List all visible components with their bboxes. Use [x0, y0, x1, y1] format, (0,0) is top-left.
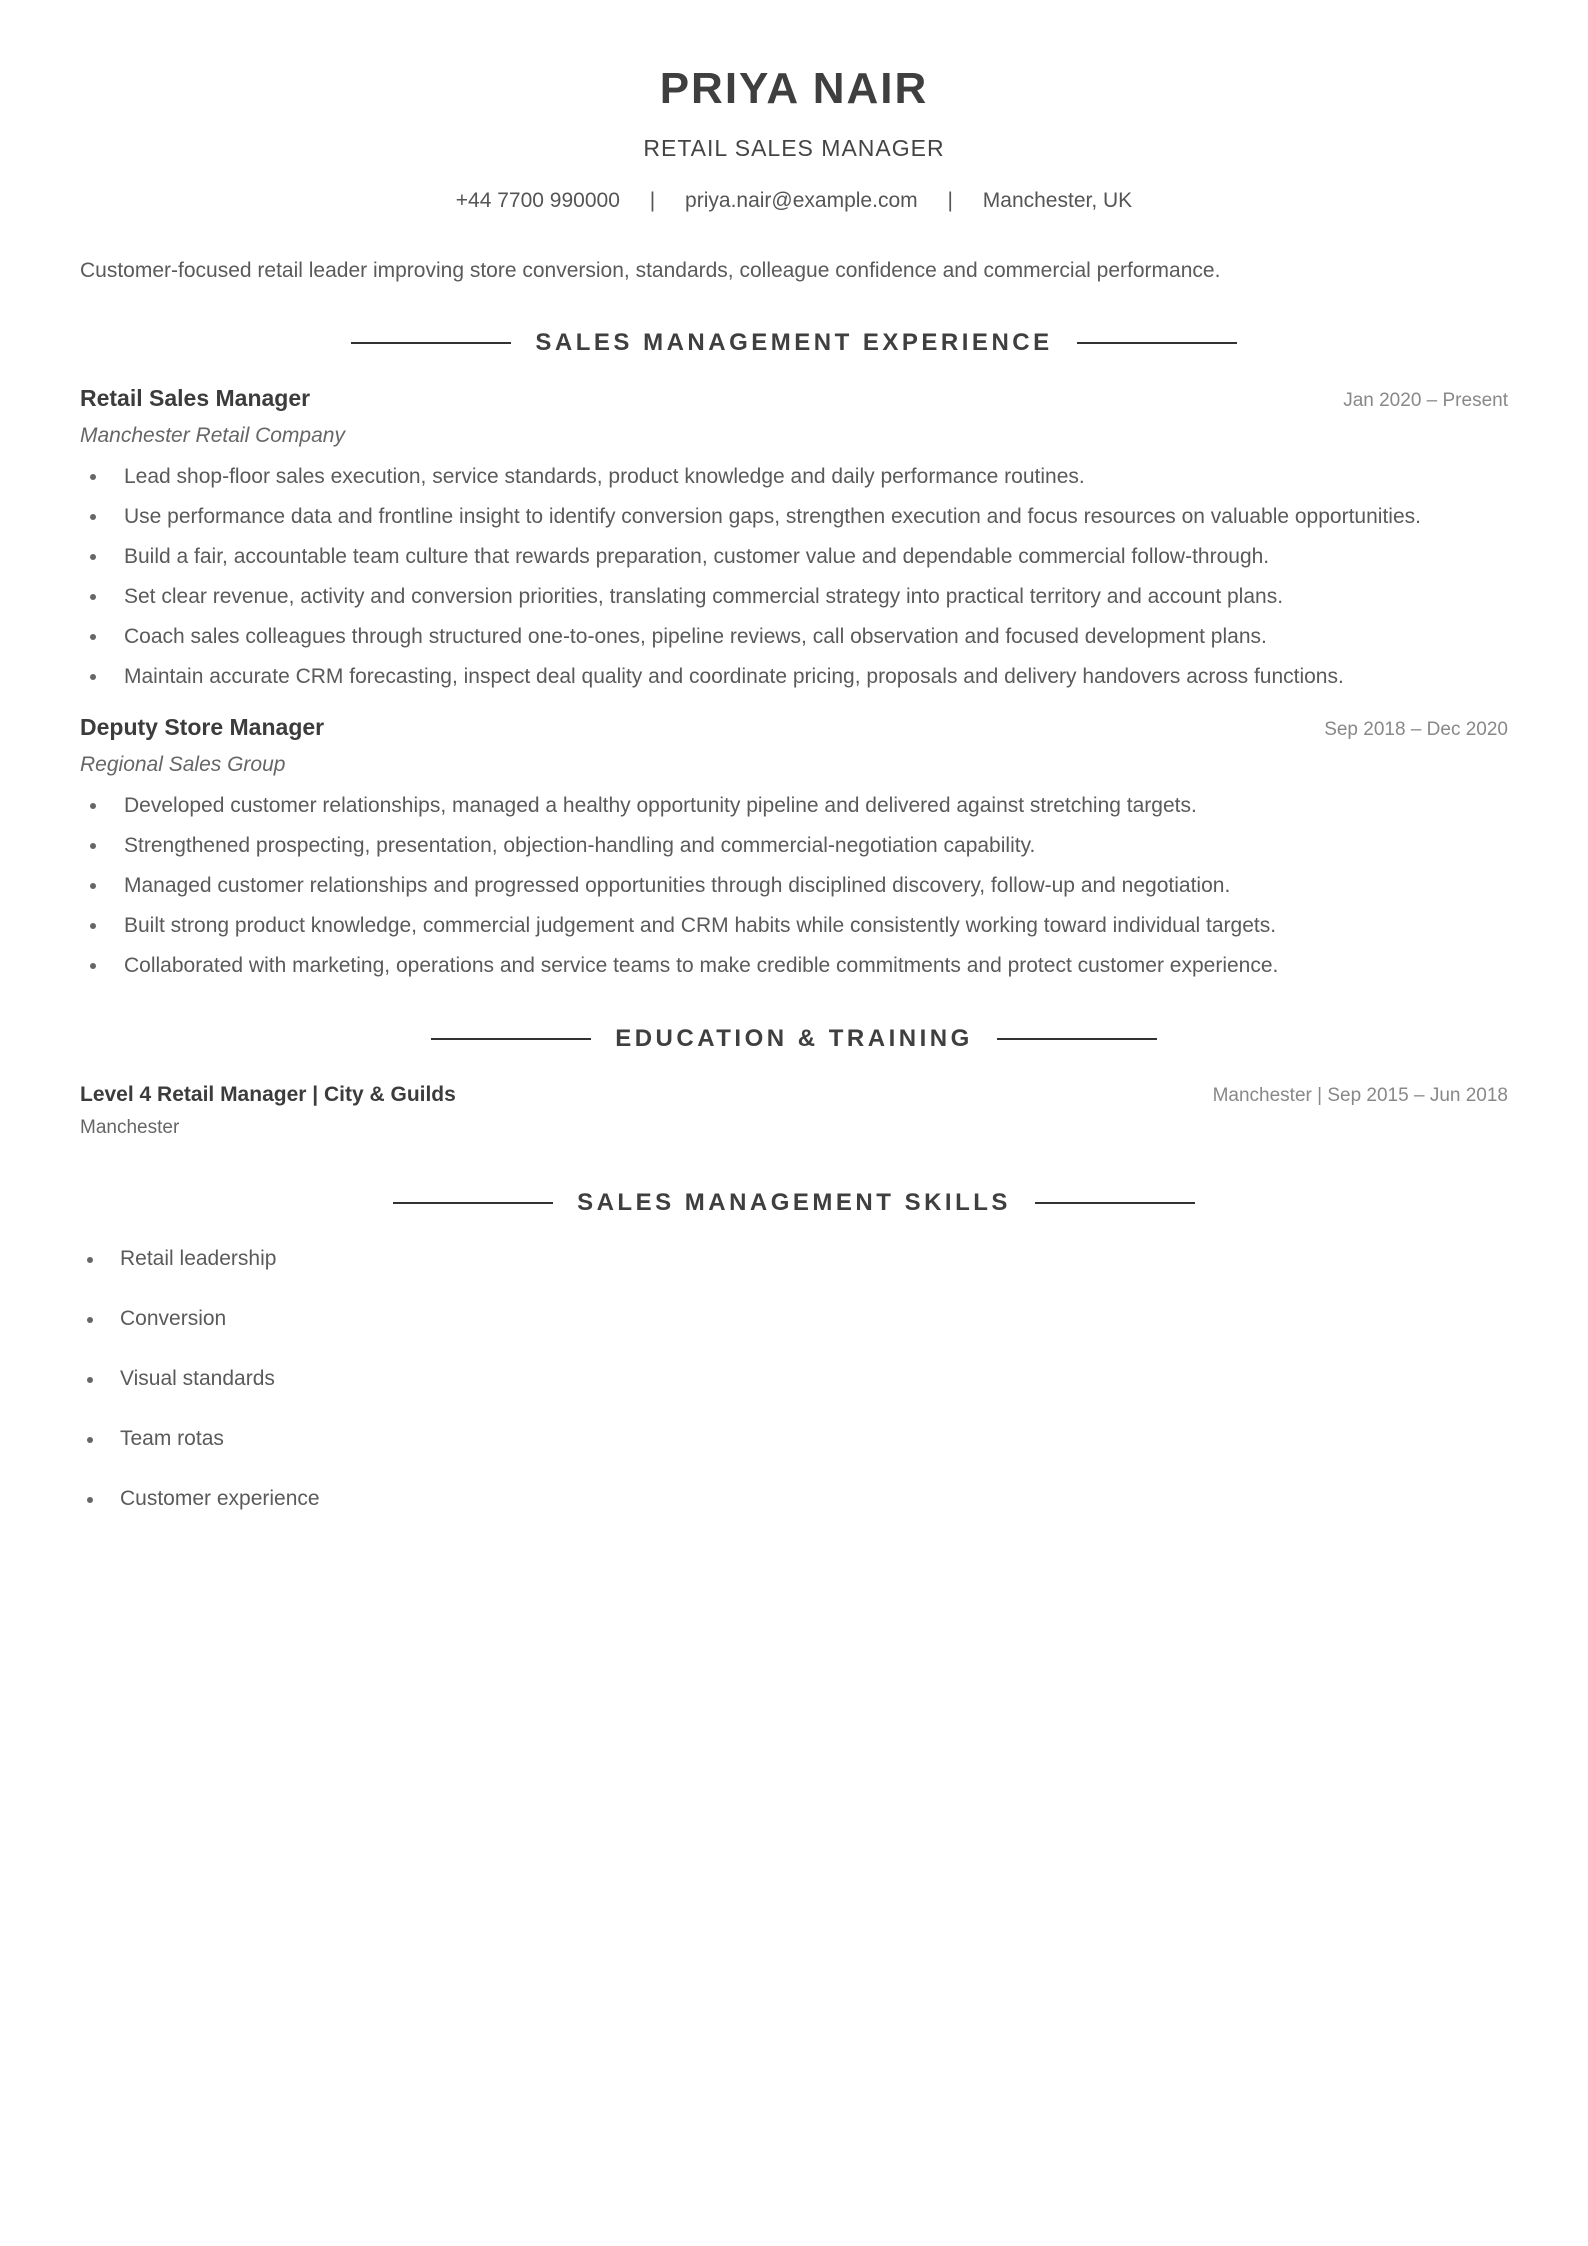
bullet-icon [90, 514, 96, 520]
education-heading-text: EDUCATION & TRAINING [615, 1025, 973, 1052]
bullet-icon [87, 1377, 93, 1383]
candidate-name: PRIYA NAIR [659, 64, 929, 113]
bullet-icon [90, 963, 96, 969]
bullet-text: Use performance data and frontline insight to identify conversion gaps, strengthen execution and focus resources on valuable opportunities. [124, 505, 1421, 528]
bullet-icon [90, 674, 96, 680]
job-entry [80, 713, 1508, 986]
bullet-icon [90, 594, 96, 600]
job-header [80, 713, 1508, 742]
bullet-icon [90, 554, 96, 560]
bullet-icon [87, 1497, 93, 1503]
list-item [80, 537, 1508, 577]
bullet-text: Lead shop-floor sales execution, service standards, product knowledge and daily performance routines. [124, 465, 1085, 488]
qualification-title: Level 4 Retail Manager | City & Guilds [80, 1083, 456, 1106]
candidate-role: RETAIL SALES MANAGER [643, 135, 945, 161]
skills-heading-text: SALES MANAGEMENT SKILLS [577, 1189, 1011, 1216]
skill-item [80, 1486, 1508, 1512]
bullet-icon [90, 474, 96, 480]
education-location: Manchester [80, 1117, 180, 1138]
bullet-icon [87, 1257, 93, 1263]
experience-heading [80, 328, 1508, 358]
contact-line [80, 188, 1508, 214]
list-item [80, 906, 1508, 946]
skill-text: Conversion [120, 1307, 227, 1330]
heading-rule-right [997, 1038, 1157, 1040]
skills-list [80, 1246, 1508, 1512]
profile-summary: Customer-focused retail leader improving store conversion, standards, colleague confidence and commercial performance. [80, 259, 1221, 282]
bullet-text: Build a fair, accountable team culture that rewards preparation, customer value and dependable commercial follow-through. [124, 545, 1270, 568]
bullet-icon [90, 883, 96, 889]
education-entry [80, 1082, 1508, 1140]
bullet-icon [90, 634, 96, 640]
bullet-text: Managed customer relationships and progressed opportunities through disciplined discovery, follow-up and negotiation. [124, 874, 1231, 897]
skill-text: Visual standards [120, 1367, 275, 1390]
job-dates: Sep 2018 – Dec 2020 [1324, 719, 1508, 740]
bullet-icon [90, 923, 96, 929]
heading-rule-left [393, 1202, 553, 1204]
job-title: Retail Sales Manager [80, 385, 311, 411]
bullet-text: Set clear revenue, activity and conversion priorities, translating commercial strategy into practical territory and account plans. [124, 585, 1284, 608]
education-meta: Manchester | Sep 2015 – Jun 2018 [1212, 1085, 1508, 1106]
education-heading [80, 1024, 1508, 1054]
list-item [80, 866, 1508, 906]
bullet-text: Built strong product knowledge, commercial judgement and CRM habits while consistently working toward individual targets. [124, 914, 1277, 937]
bullet-icon [90, 803, 96, 809]
list-item [80, 577, 1508, 617]
bullet-text: Developed customer relationships, managed a healthy opportunity pipeline and delivered against stretching targets. [124, 794, 1197, 817]
phone-number: +44 7700 990000 [455, 189, 620, 212]
bullet-icon [87, 1317, 93, 1323]
list-item [80, 457, 1508, 497]
email-address: priya.nair@example.com [685, 189, 918, 212]
contact-separator: | [649, 189, 656, 212]
job-bullets [80, 786, 1508, 986]
heading-rule-right [1035, 1202, 1195, 1204]
contact-separator: | [947, 189, 953, 212]
heading-rule-left [431, 1038, 591, 1040]
bullet-text: Maintain accurate CRM forecasting, inspect deal quality and coordinate pricing, proposals and delivery handovers across functions. [124, 665, 1344, 688]
company-name: Regional Sales Group [80, 753, 286, 776]
list-item [80, 617, 1508, 657]
bullet-icon [87, 1437, 93, 1443]
education-header [80, 1082, 1508, 1108]
bullet-text: Coach sales colleagues through structured one-to-ones, pipeline reviews, call observation and focused development plans. [124, 625, 1267, 648]
list-item [80, 786, 1508, 826]
skill-text: Customer experience [120, 1487, 320, 1510]
company-name: Manchester Retail Company [80, 424, 345, 447]
bullet-icon [90, 843, 96, 849]
bullet-text: Collaborated with marketing, operations and service teams to make credible commitments and protect customer experience. [124, 954, 1279, 977]
skill-text: Retail leadership [120, 1247, 277, 1270]
list-item [80, 826, 1508, 866]
job-entry [80, 384, 1508, 697]
skill-item [80, 1246, 1508, 1272]
skill-item [80, 1426, 1508, 1452]
location: Manchester, UK [982, 189, 1133, 212]
skill-item [80, 1306, 1508, 1332]
heading-rule-left [351, 342, 511, 344]
job-bullets [80, 457, 1508, 697]
experience-heading-text: SALES MANAGEMENT EXPERIENCE [535, 329, 1053, 356]
job-dates: Jan 2020 – Present [1343, 390, 1508, 411]
list-item [80, 946, 1508, 986]
bullet-text: Strengthened prospecting, presentation, objection-handling and commercial-negotiation capability. [124, 834, 1036, 857]
heading-rule-right [1077, 342, 1237, 344]
skill-item [80, 1366, 1508, 1392]
job-title: Deputy Store Manager [80, 714, 325, 740]
job-header [80, 384, 1508, 413]
skills-heading [80, 1188, 1508, 1218]
skill-text: Team rotas [120, 1427, 224, 1450]
list-item [80, 497, 1508, 537]
list-item [80, 657, 1508, 697]
